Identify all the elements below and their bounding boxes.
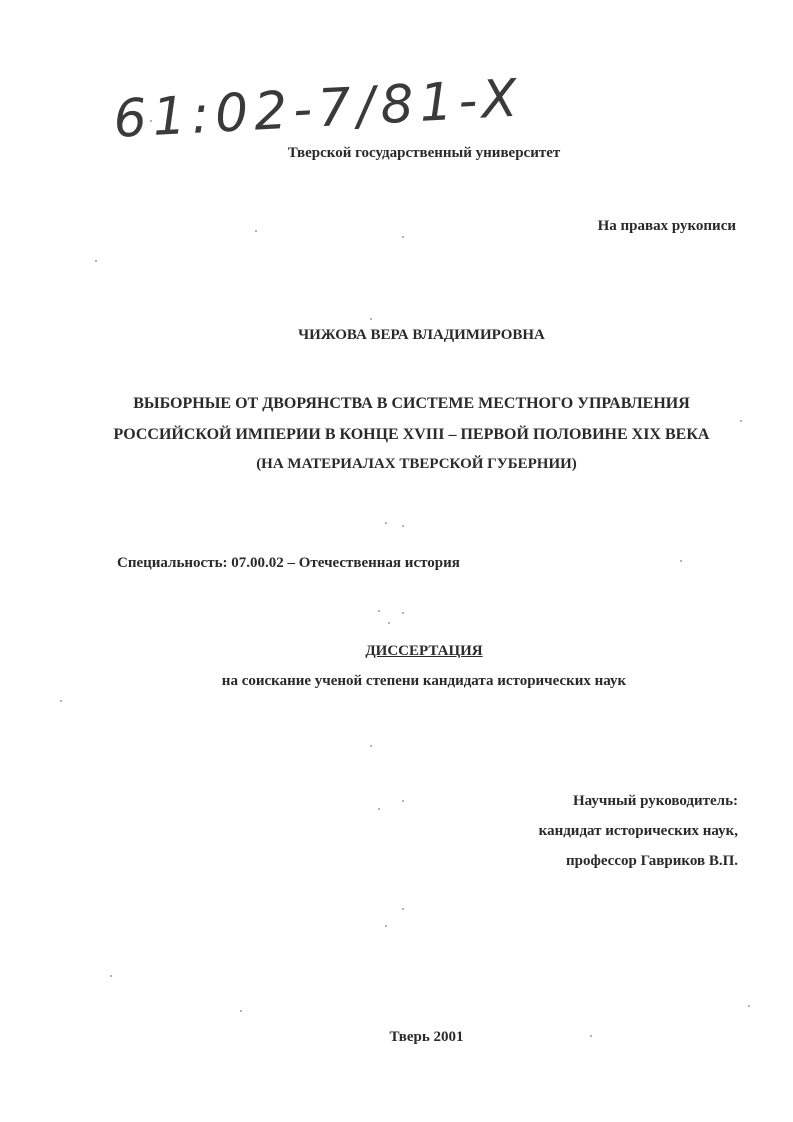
work-type: ДИССЕРТАЦИЯ <box>365 643 483 659</box>
degree-line: на соискание ученой степени кандидата исторических наук <box>221 673 627 689</box>
title-line-2: РОССИЙСКОЙ ИМПЕРИИ В КОНЦЕ XVIII – ПЕРВОЙ ПОЛОВИНЕ XIX ВЕКА <box>113 426 710 443</box>
supervisor-name: профессор Гавриков В.П. <box>565 853 738 869</box>
rights-note: На правах рукописи <box>597 218 736 234</box>
handwritten-shelfmark: 61:02-7/81-X <box>112 68 525 150</box>
title-line-3: (НА МАТЕРИАЛАХ ТВЕРСКОЙ ГУБЕРНИИ) <box>256 456 577 472</box>
supervisor-rank: кандидат исторических наук, <box>538 823 738 839</box>
title-line-1: ВЫБОРНЫЕ ОТ ДВОРЯНСТВА В СИСТЕМЕ МЕСТНОГО УПРАВЛЕНИЯ <box>133 395 690 412</box>
supervisor-label: Научный руководитель: <box>573 793 738 809</box>
place-year: Тверь 2001 <box>389 1029 464 1045</box>
specialty: Специальность: 07.00.02 – Отечественная история <box>117 555 460 571</box>
author-name: ЧИЖОВА ВЕРА ВЛАДИМИРОВНА <box>298 327 545 343</box>
university-name: Тверской государственный университет <box>287 145 561 161</box>
